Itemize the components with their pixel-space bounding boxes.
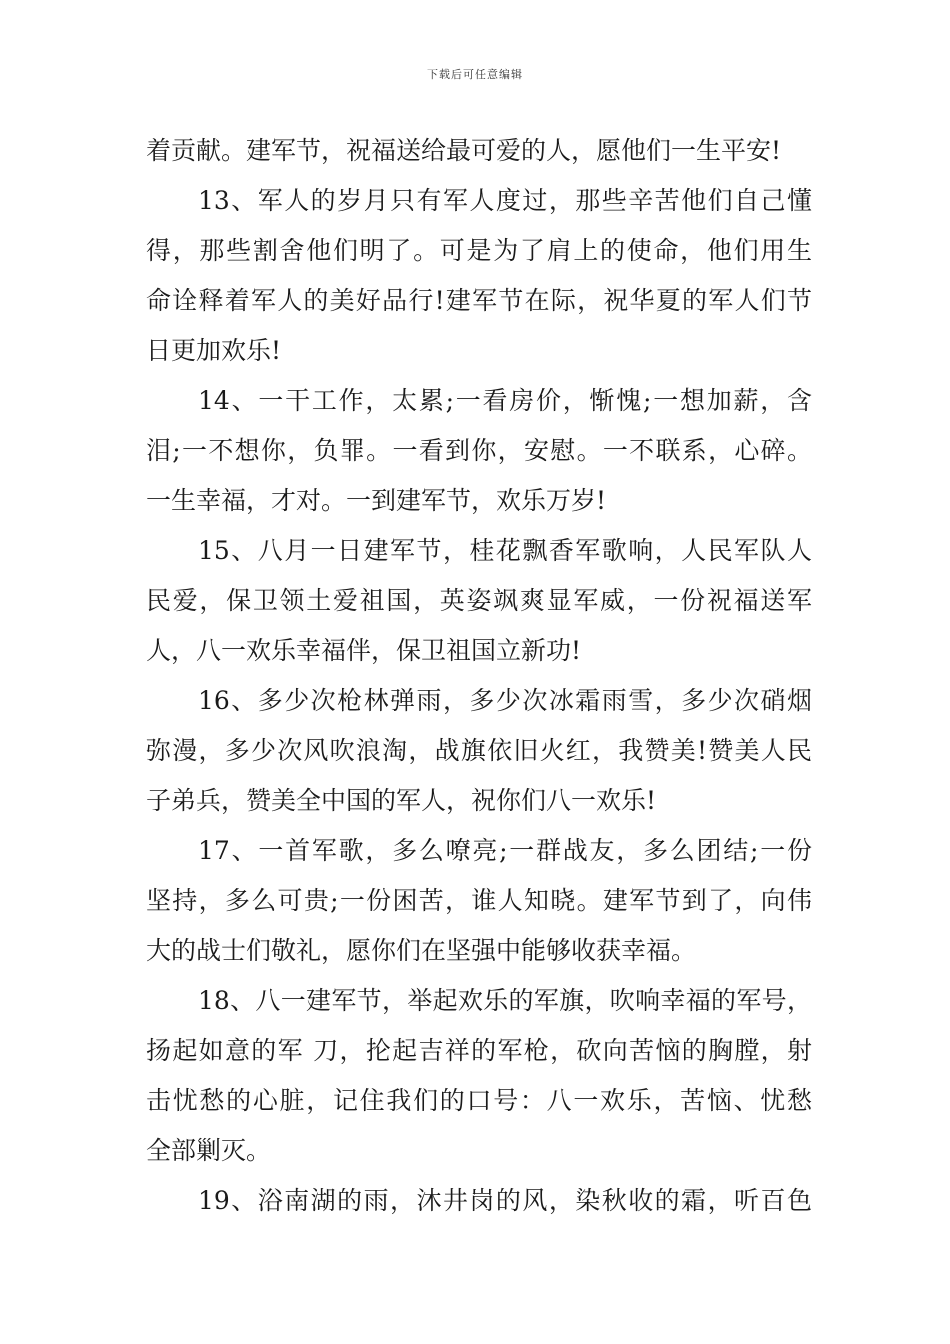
page-header: 下载后可任意编辑 (427, 68, 523, 81)
paragraph-line: 17、一首军歌，多么嘹亮;一群战友，多么团结;一份 (198, 836, 812, 865)
paragraph-line: 击忧愁的心脏，记住我们的口号：八一欢乐，苦恼、忧愁 (146, 1086, 812, 1115)
paragraph-line: 全部剿灭。 (146, 1136, 272, 1165)
paragraph-line: 13、军人的岁月只有军人度过，那些辛苦他们自己懂 (198, 186, 812, 215)
paragraph-line: 民爱，保卫领土爱祖国，英姿飒爽显军威，一份祝福送军 (146, 586, 812, 615)
paragraph-line: 18、八一建军节，举起欢乐的军旗，吹响幸福的军号， (198, 986, 812, 1015)
paragraph-line: 16、多少次枪林弹雨，多少次冰霜雨雪，多少次硝烟 (198, 686, 812, 715)
paragraph-line: 子弟兵，赞美全中国的军人，祝你们八一欢乐! (146, 786, 657, 815)
paragraph-line: 得，那些割舍他们明了。可是为了肩上的使命，他们用生 (146, 236, 812, 265)
paragraph-line: 泪;一不想你，负罪。一看到你，安慰。一不联系，心碎。 (146, 436, 812, 465)
paragraph-line: 一生幸福，才对。一到建军节，欢乐万岁! (146, 486, 607, 515)
paragraph-line: 15、八月一日建军节，桂花飘香军歌响，人民军队人 (198, 536, 812, 565)
paragraph-line: 大的战士们敬礼，愿你们在坚强中能够收获幸福。 (146, 936, 697, 965)
paragraph-line: 弥漫，多少次风吹浪淘，战旗依旧火红，我赞美!赞美人民 (146, 736, 812, 765)
paragraph-line: 着贡献。建军节，祝福送给最可爱的人，愿他们一生平安! (146, 136, 782, 165)
paragraph-line: 坚持，多么可贵;一份困苦，谁人知晓。建军节到了，向伟 (146, 886, 812, 915)
paragraph-line: 日更加欢乐! (146, 336, 282, 365)
paragraph-line: 19、浴南湖的雨，沐井岗的风，染秋收的霜，听百色 (198, 1186, 812, 1215)
paragraph-line: 人，八一欢乐幸福伴，保卫祖国立新功! (146, 636, 582, 665)
paragraph-line: 14、一干工作，太累;一看房价，惭愧;一想加薪，含 (198, 386, 812, 415)
paragraph-line: 扬起如意的军 刀，抡起吉祥的军枪，砍向苦恼的胸膛，射 (146, 1036, 812, 1065)
paragraph-line: 命诠释着军人的美好品行!建军节在际，祝华夏的军人们节 (146, 286, 812, 315)
